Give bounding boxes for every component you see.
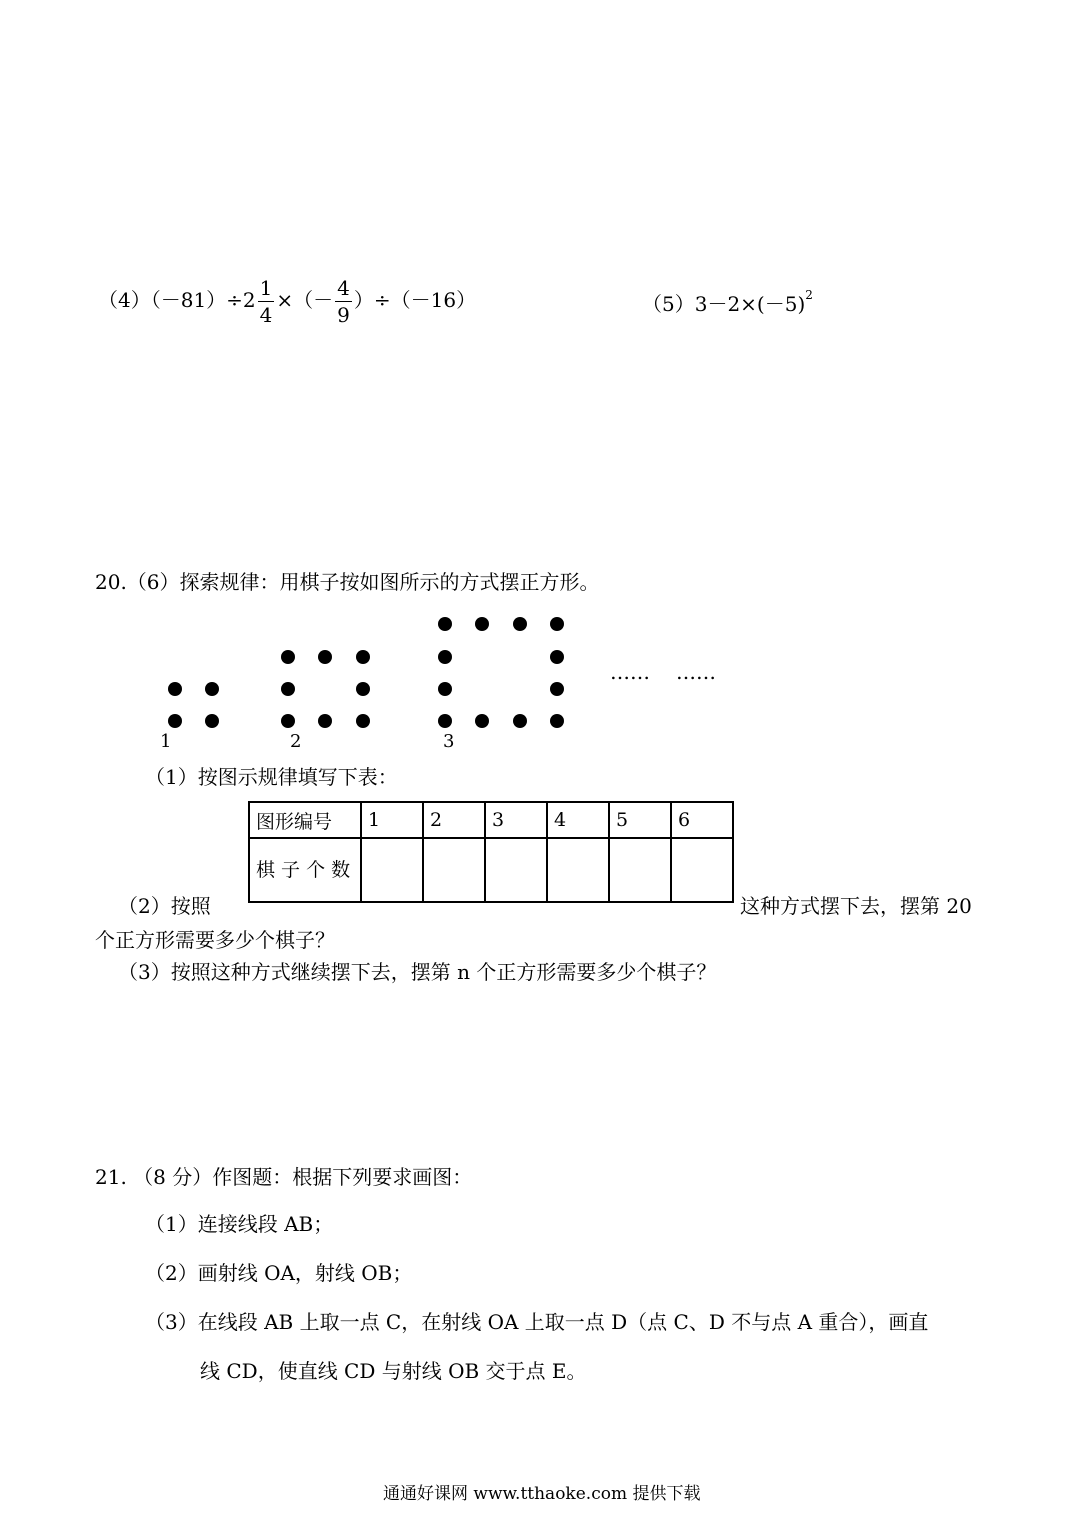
expr4-tail: ）÷（－16）	[353, 288, 477, 312]
footer: 通通好课网 www.tthaoke.com 提供下载	[383, 1484, 701, 1504]
expression-5	[642, 288, 813, 317]
chess-piece	[281, 650, 295, 664]
q21-item-3-cont: 线 CD，使直线 CD 与射线 OB 交于点 E。	[200, 1359, 587, 1383]
ellipsis-1: ……	[610, 660, 650, 684]
chess-piece	[281, 682, 295, 696]
q20-sub1: （1）按图示规律填写下表：	[145, 765, 398, 789]
expr5-exponent: 2	[805, 288, 813, 302]
table-header-cell: 6	[671, 802, 733, 838]
chess-piece	[550, 650, 564, 664]
chess-piece	[513, 714, 527, 728]
chess-piece	[356, 682, 370, 696]
chess-piece	[550, 617, 564, 631]
table-header-cell: 1	[361, 802, 423, 838]
table-header-cell: 5	[609, 802, 671, 838]
q21-item-2: （2）画射线 OA，射线 OB；	[145, 1261, 413, 1285]
chess-piece	[356, 714, 370, 728]
fraction-1-4: $\frac{1}{4}$	[259, 276, 273, 327]
chess-piece	[438, 714, 452, 728]
table-header-cell: 4	[547, 802, 609, 838]
q20-sub2-cont: 个正方形需要多少个棋子？	[95, 928, 335, 952]
chess-piece	[318, 650, 332, 664]
expr4-mid: ×（－	[276, 288, 334, 312]
q21-item-1: （1）连接线段 AB；	[145, 1212, 334, 1236]
figure-label-1: 1	[160, 731, 172, 752]
chess-piece	[550, 682, 564, 696]
figure-label-2: 2	[290, 731, 302, 752]
chess-piece	[438, 650, 452, 664]
table-header-cell: 3	[485, 802, 547, 838]
answer-cell[interactable]	[423, 838, 485, 902]
chess-piece	[168, 682, 182, 696]
expr5-label: （5）3－2×(－5)	[642, 292, 806, 316]
table-row	[249, 802, 733, 838]
table-header-cell: 2	[423, 802, 485, 838]
chess-piece	[438, 617, 452, 631]
ellipsis-2: ……	[676, 660, 716, 684]
q21-item-3: （3）在线段 AB 上取一点 C，在射线 OA 上取一点 D（点 C、D 不与点 A 重合），画直	[145, 1310, 929, 1334]
q20-title: 20.（6）探索规律：用棋子按如图所示的方式摆正方形。	[95, 570, 600, 594]
table-row	[249, 838, 733, 902]
chess-piece	[475, 617, 489, 631]
chess-piece	[438, 682, 452, 696]
fraction-4-9: $\frac{4}{9}$	[337, 276, 350, 327]
chess-piece	[168, 714, 182, 728]
chess-piece	[281, 714, 295, 728]
chess-piece	[318, 714, 332, 728]
answer-cell[interactable]	[361, 838, 423, 902]
q20-sub2-right: 这种方式摆下去，摆第 20	[740, 894, 972, 918]
answer-cell[interactable]	[609, 838, 671, 902]
expression-4	[98, 278, 476, 325]
chess-piece	[513, 617, 527, 631]
figure-label-3: 3	[443, 731, 455, 752]
chess-piece	[550, 714, 564, 728]
chess-piece	[205, 714, 219, 728]
q20-sub3: （3）按照这种方式继续摆下去，摆第 n 个正方形需要多少个棋子？	[118, 960, 717, 984]
q21-title: 21. （8 分）作图题：根据下列要求画图：	[95, 1165, 473, 1189]
table-header-cell: 图形编号	[249, 802, 361, 838]
answer-cell[interactable]	[485, 838, 547, 902]
expr4-label: （4）（－81）÷2	[98, 288, 256, 312]
answer-cell[interactable]	[547, 838, 609, 902]
answer-cell[interactable]	[671, 838, 733, 902]
fill-in-table	[248, 801, 734, 903]
chess-piece	[475, 714, 489, 728]
q20-sub2-left: （2）按照	[118, 894, 211, 918]
chess-piece	[356, 650, 370, 664]
table-row-label: 棋 子 个 数	[249, 838, 361, 902]
chess-piece	[205, 682, 219, 696]
